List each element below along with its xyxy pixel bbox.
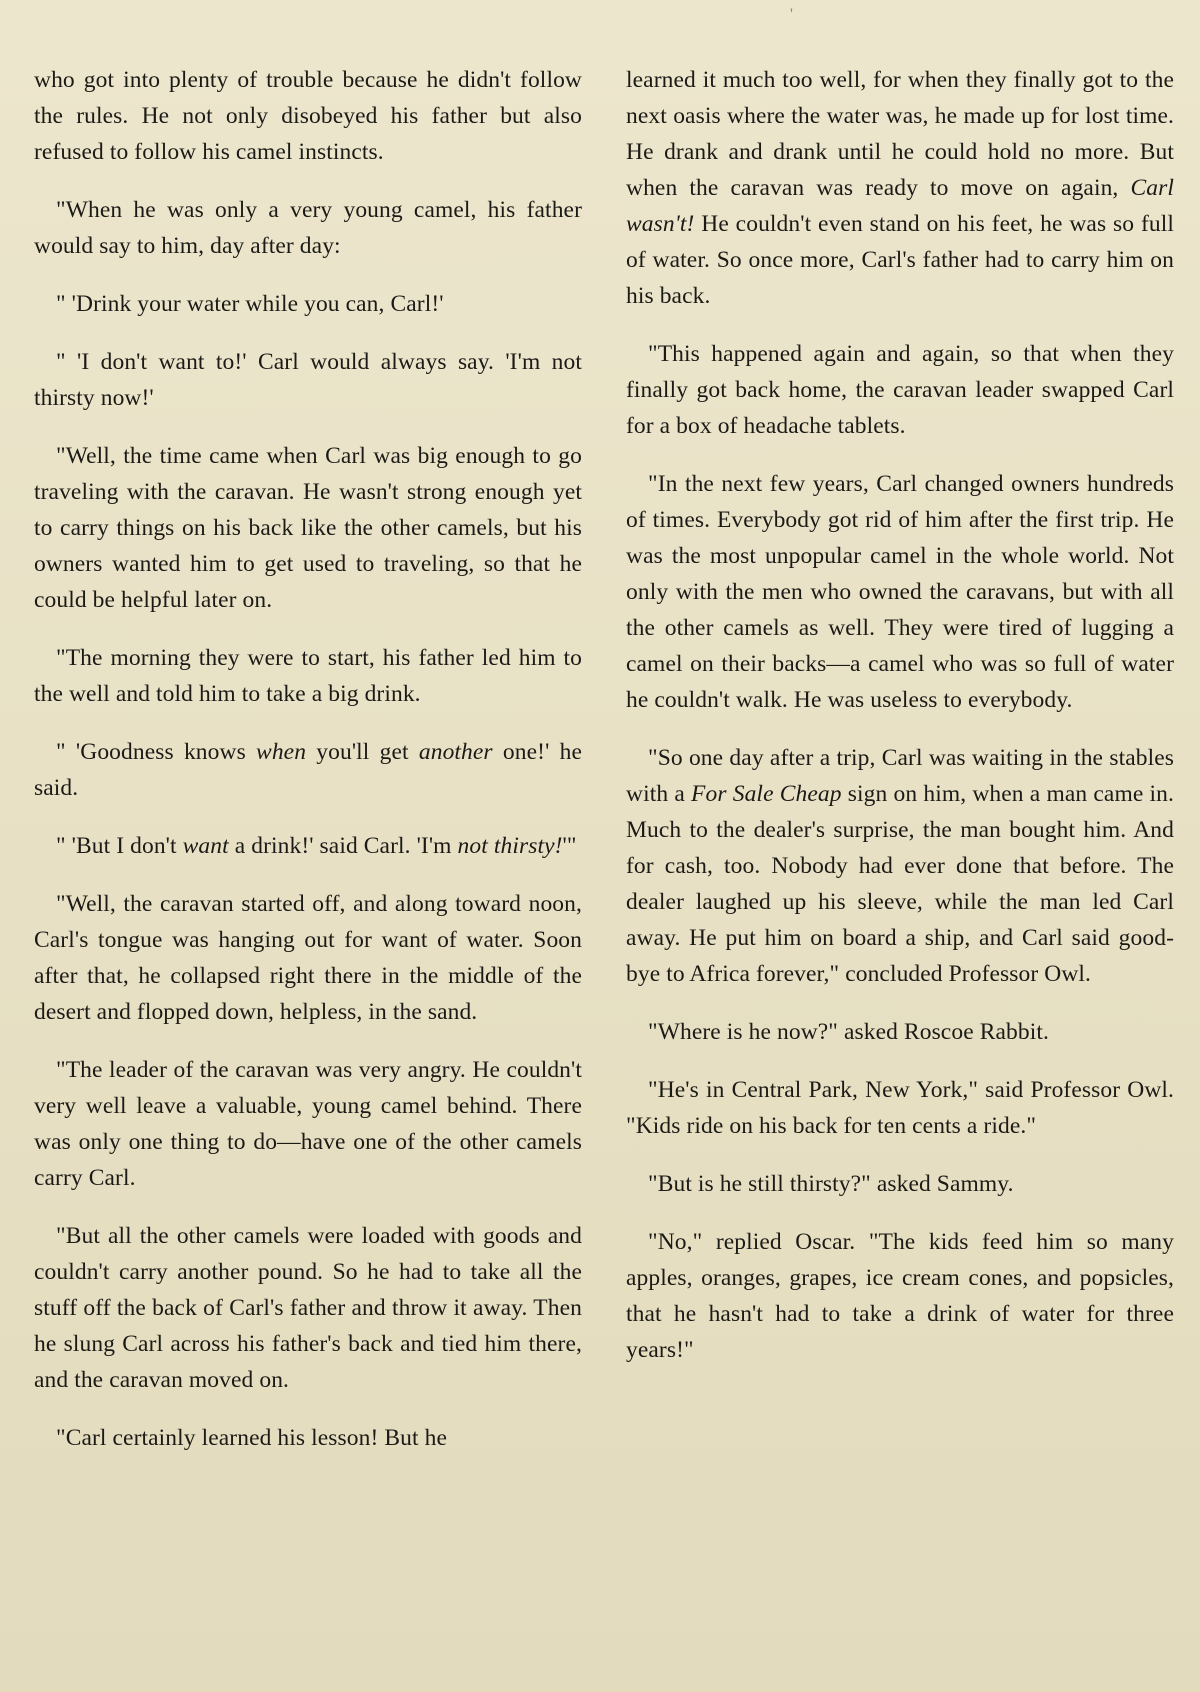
left-column xyxy=(34,62,582,1478)
emphasis-text: when xyxy=(256,739,307,765)
text-run: a drink!' said Carl. 'I'm xyxy=(228,833,458,859)
paragraph: "Well, the caravan started off, and along toward noon, Carl's tongue was hanging out for want of water. Soon after that, he collapsed right there in the middle of the desert and flopped down, helpless, in the sand. xyxy=(34,891,582,1025)
paragraph: "Well, the time came when Carl was big enough to go traveling with the caravan. He wasn't strong enough yet to carry things on his back like the other camels, but his owners wanted him to get used to traveling, so that he could be helpful later on. xyxy=(34,443,582,613)
page-mark: ' xyxy=(790,6,793,23)
paragraph xyxy=(34,828,582,864)
text-run: you'll get xyxy=(306,739,419,765)
paragraph: "He's in Central Park, New York," said Professor Owl. "Kids ride on his back for ten cents a ride." xyxy=(626,1077,1174,1139)
text-run: sign on him, when a man came in. Much to the dealer's surprise, the man bought him. And for cash, too. Nobody had ever done that before. The dealer laughed up his sleeve, while the man led Carl away. He put him on board a ship, and Carl said good-bye to Africa forever," concluded Professor Owl. xyxy=(626,781,1174,987)
paragraph xyxy=(34,734,582,806)
paragraph: "In the next few years, Carl changed owners hundreds of times. Everybody got rid of him after the first trip. He was the most unpopular camel in the whole world. Not only with the men who owned the caravans, but with all the other camels as well. They were tired of lugging a camel on their backs—a camel who was so full of water he couldn't walk. He was useless to everybody. xyxy=(626,471,1174,713)
paragraph: who got into plenty of trouble because he didn't follow the rules. He not only disobeyed his father but also refused to follow his camel instincts. xyxy=(34,67,582,165)
paragraph: "But all the other camels were loaded with goods and couldn't carry another pound. So he had to take all the stuff off the back of Carl's father and throw it away. Then he slung Carl across his father's back and tied him there, and the caravan moved on. xyxy=(34,1223,582,1393)
paragraph: "The morning they were to start, his father led him to the well and told him to take a big drink. xyxy=(34,645,582,707)
right-column xyxy=(626,62,1174,1390)
text-run: He couldn't even stand on his feet, he was so full of water. So once more, Carl's father had to carry him on his back. xyxy=(626,211,1174,309)
emphasis-text: another xyxy=(418,739,493,765)
text-run: learned it much too well, for when they finally got to the next oasis where the water was, he made up for lost time. He drank and drank until he could hold no more. But when the caravan was ready to move on again, xyxy=(626,67,1174,201)
paragraph: "Carl certainly learned his lesson! But he xyxy=(56,1425,447,1451)
paragraph: "The leader of the caravan was very angry. He couldn't very well leave a valuable, young camel behind. There was only one thing to do—have one of the other camels carry Carl. xyxy=(34,1057,582,1191)
paragraph: "When he was only a very young camel, his father would say to him, day after day: xyxy=(34,197,582,259)
text-run: " 'Goodness knows xyxy=(56,739,257,765)
paragraph: "But is he still thirsty?" asked Sammy. xyxy=(648,1171,1014,1197)
paragraph: " 'I don't want to!' Carl would always say. 'I'm not thirsty now!' xyxy=(34,349,582,411)
paragraph: "No," replied Oscar. "The kids feed him so many apples, oranges, grapes, ice cream cones, and popsicles, that he hasn't had to take a drink of water for three years!" xyxy=(626,1229,1174,1363)
text-run: " 'But I don't xyxy=(56,833,183,859)
emphasis-text: For Sale Cheap xyxy=(691,781,842,807)
emphasis-text: want xyxy=(182,833,229,859)
paragraph: "Where is he now?" asked Roscoe Rabbit. xyxy=(648,1019,1049,1045)
text-run: one!' he said. xyxy=(34,739,582,801)
paragraph xyxy=(626,740,1174,992)
text-run: '" xyxy=(562,833,577,859)
paragraph: " 'Drink your water while you can, Carl!' xyxy=(56,291,444,317)
emphasis-text: not thirsty! xyxy=(457,833,563,859)
paragraph: "This happened again and again, so that when they finally got back home, the caravan leader swapped Carl for a box of headache tablets. xyxy=(626,341,1174,439)
paragraph xyxy=(626,62,1174,314)
text-run: "So one day after a trip, Carl was waiting in the stables with a xyxy=(626,745,1174,807)
emphasis-text: Carl wasn't! xyxy=(626,175,1174,237)
